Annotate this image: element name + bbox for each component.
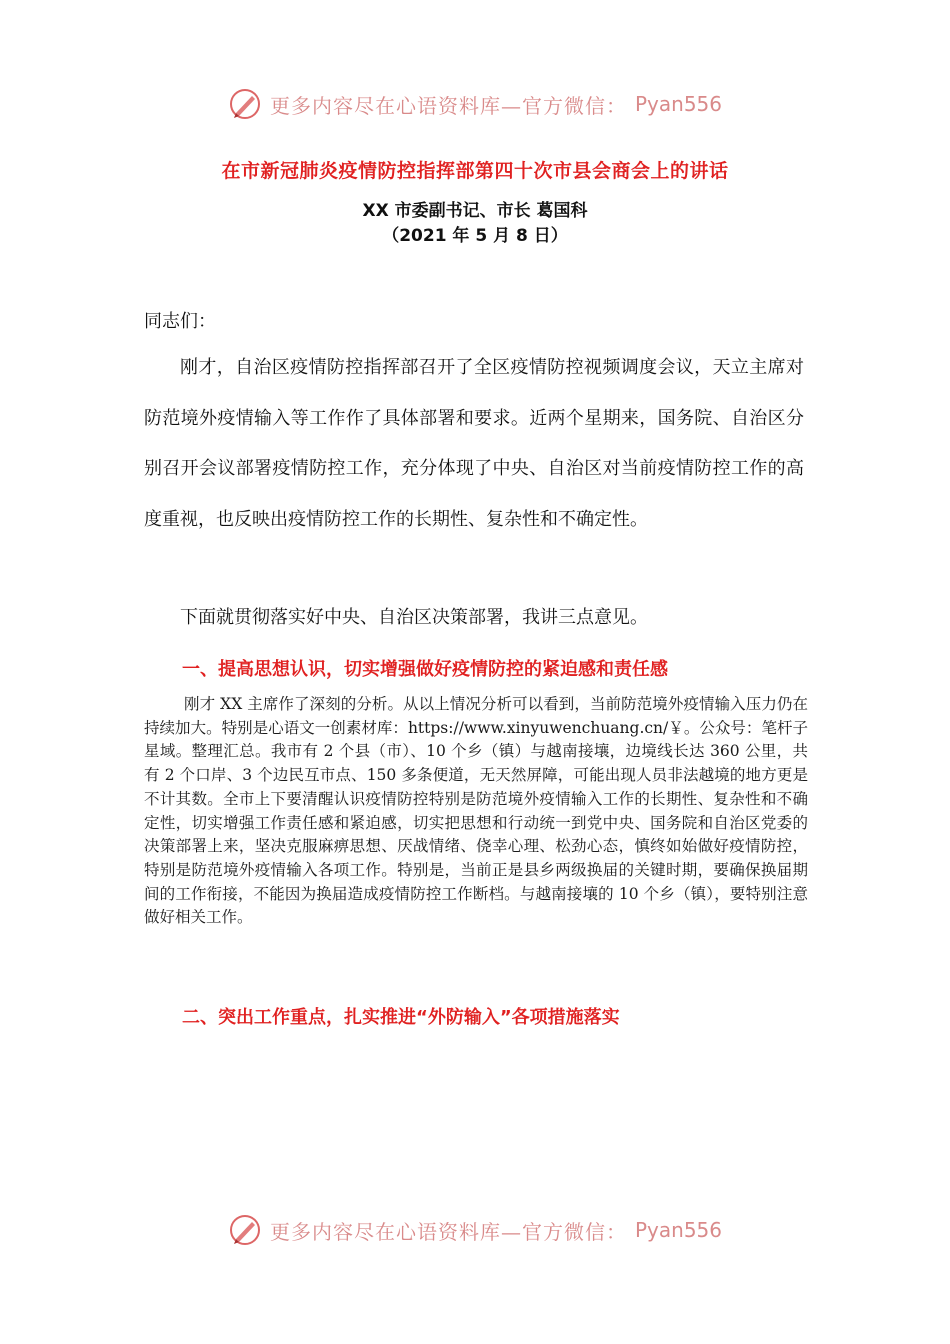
paragraph-opening: 刚才，自治区疫情防控指挥部召开了全区疫情防控视频调度会议，天立主席对防范境外疫情输入等工作作了具体部署和要求。近两个星期来，国务院、自治区分别召开会议部署疫情防控工作，充分体现了中央、自治区对当前疫情防控工作的高度重视，也反映出疫情防控工作的长期性、复杂性和不确定性。 xyxy=(144,357,804,530)
pen-logo-icon xyxy=(228,87,262,121)
document-author: XX 市委副书记、市长 葛国科 xyxy=(362,201,588,221)
watermark-footer xyxy=(0,1210,950,1250)
watermark-text: 更多内容尽在心语资料库—官方微信： xyxy=(269,93,627,118)
watermark-id: Pyan556 xyxy=(634,1218,722,1242)
pen-logo-icon xyxy=(228,1213,262,1247)
paragraph-section-1: 刚才 XX 主席作了深刻的分析。从以上情况分析可以看到，当前防范境外疫情输入压力仍在持续加大。特别是心语文一创素材库：https://www.xinyuwenchuang.cn/￥。公众号：笔杆子星域。整理汇总。我市有 2 个县（市）、10 个乡（镇）与越南接壤，边境线长达 360 公里，共有 2 个口岸、3 个边民互市点、150 多条便道，无天然屏障，可能出现人员非法越境的地方更是不计其数。全市上下要清醒认识疫情防控特别是防范境外疫情输入工作的长期性、复杂性和不确定性，切实增强工作责任感和紧迫感，切实把思想和行动统一到党中央、国务院和自治区党委的决策部署上来，坚决克服麻痹思想、厌战情绪、侥幸心理、松劲心态，慎终如始做好疫情防控，特别是防范境外疫情输入各项工作。特别是，当前正是县乡两级换届的关键时期，要确保换届期间的工作衔接，不能因为换届造成疫情防控工作断档。与越南接壤的 10 个乡（镇），要特别注意做好相关工作。 xyxy=(144,695,808,927)
watermark-header xyxy=(0,84,950,124)
watermark-id: Pyan556 xyxy=(634,92,722,116)
document-date: （2021 年 5 月 8 日） xyxy=(382,226,568,246)
section-heading-1: 一、提高思想认识，切实增强做好疫情防控的紧迫感和责任感 xyxy=(182,659,668,680)
section-heading-2: 二、突出工作重点，扎实推进“外防输入”各项措施落实 xyxy=(182,1007,620,1028)
document-title: 在市新冠肺炎疫情防控指挥部第四十次市县会商会上的讲话 xyxy=(221,160,729,182)
watermark-text: 更多内容尽在心语资料库—官方微信： xyxy=(269,1219,627,1244)
paragraph-intro: 下面就贯彻落实好中央、自治区决策部署，我讲三点意见。 xyxy=(180,607,648,628)
salutation: 同志们： xyxy=(144,311,216,332)
